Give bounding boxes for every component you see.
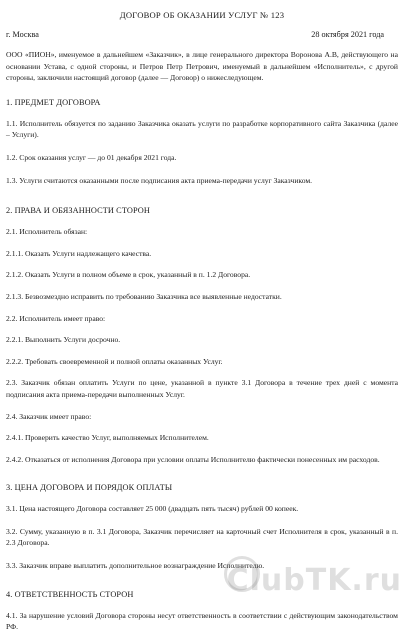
clause: 2.2.2. Требовать своевременной и полной оплаты оказанных Услуг. [6, 356, 223, 366]
clause: 2.2. Исполнитель имеет право: [6, 313, 106, 323]
section-title: 3. ЦЕНА ДОГОВОРА И ПОРЯДОК ОПЛАТЫ [6, 483, 173, 493]
clause: 2.4.2. Отказаться от исполнения Договора при условии оплаты Исполнителю фактически понесенных им расходов. [6, 454, 380, 464]
clause: 3.1. Цена настоящего Договора составляет 25 000 (двадцать пять тысяч) рублей 00 копеек. [6, 504, 299, 514]
document-title: ДОГОВОР ОБ ОКАЗАНИИ УСЛУГ № 123 [119, 10, 285, 20]
section-3 [6, 483, 398, 571]
clause: 2.1.3. Безвозмездно исправить по требованию Заказчика все выявленные недостатки. [6, 291, 282, 301]
section-title: 1. ПРЕДМЕТ ДОГОВОРА [6, 97, 101, 107]
section-title: 2. ПРАВА И ОБЯЗАННОСТИ СТОРОН [6, 206, 150, 216]
section-2 [6, 206, 398, 465]
clause: 2.1.1. Оказать Услуги надлежащего качества. [6, 248, 152, 258]
clause: 2.3. Заказчик обязан оплатить Услуги по цене, указанной в пункте 3.1 Договора в течение трех дней с момента подписания акта приема-передачи выполненных Услуг. [6, 378, 398, 399]
clause: 1.3. Услуги считаются оказанными после подписания акта приема-передачи услуг Заказчиком. [6, 175, 313, 185]
clause: 3.3. Заказчик вправе выплатить дополнительное вознаграждение Исполнителю. [6, 561, 265, 571]
city-date-line [6, 30, 398, 39]
city: г. Москва [6, 30, 39, 39]
clause: 1.1. Исполнитель обязуется по заданию Заказчика оказать услуги по разработке корпоративного сайта Заказчика (далее – Услуги). [6, 118, 398, 140]
clause: 2.4.1. Проверить качество Услуг, выполняемых Исполнителем. [6, 433, 209, 443]
clause: 1.2. Срок оказания услуг — до 01 декабря 2021 года. [6, 152, 177, 162]
clause: 2.1.2. Оказать Услуги в полном объеме в срок, указанный в п. 1.2 Договора. [6, 270, 251, 280]
contract-page [6, 10, 398, 633]
clause: 4.1. За нарушение условий Договора стороны несут ответственность в соответствии с действующим законодательством РФ. [6, 610, 398, 632]
clause: 2.2.1. Выполнить Услуги досрочно. [6, 335, 121, 345]
section-title: 4. ОТВЕТСТВЕННОСТЬ СТОРОН [6, 589, 134, 599]
date: 28 октября 2021 года [311, 30, 384, 39]
clause: 2.1. Исполнитель обязан: [6, 227, 88, 237]
section-1 [6, 98, 398, 186]
watermark: ClubTK.ru [226, 563, 402, 598]
clause: 2.4. Заказчик имеет право: [6, 411, 92, 421]
preamble: ООО «ПИОН», именуемое в дальнейшем «Заказчик», в лице генерального директора Воронова А.В, действующего на основании Устава, с одной стороны, и Петров Петр Петрович, именуемый в дальнейшем «Исполнитель», с другой стороны, заключили настоящий договор (далее — Договор) о нижеследующем. [6, 50, 398, 83]
clause: 3.2. Сумму, указанную в п. 3.1 Договора, Заказчик перечисляет на карточный счет Исполнителя в срок, указанный в п. 2.3 Договора. [6, 526, 398, 548]
